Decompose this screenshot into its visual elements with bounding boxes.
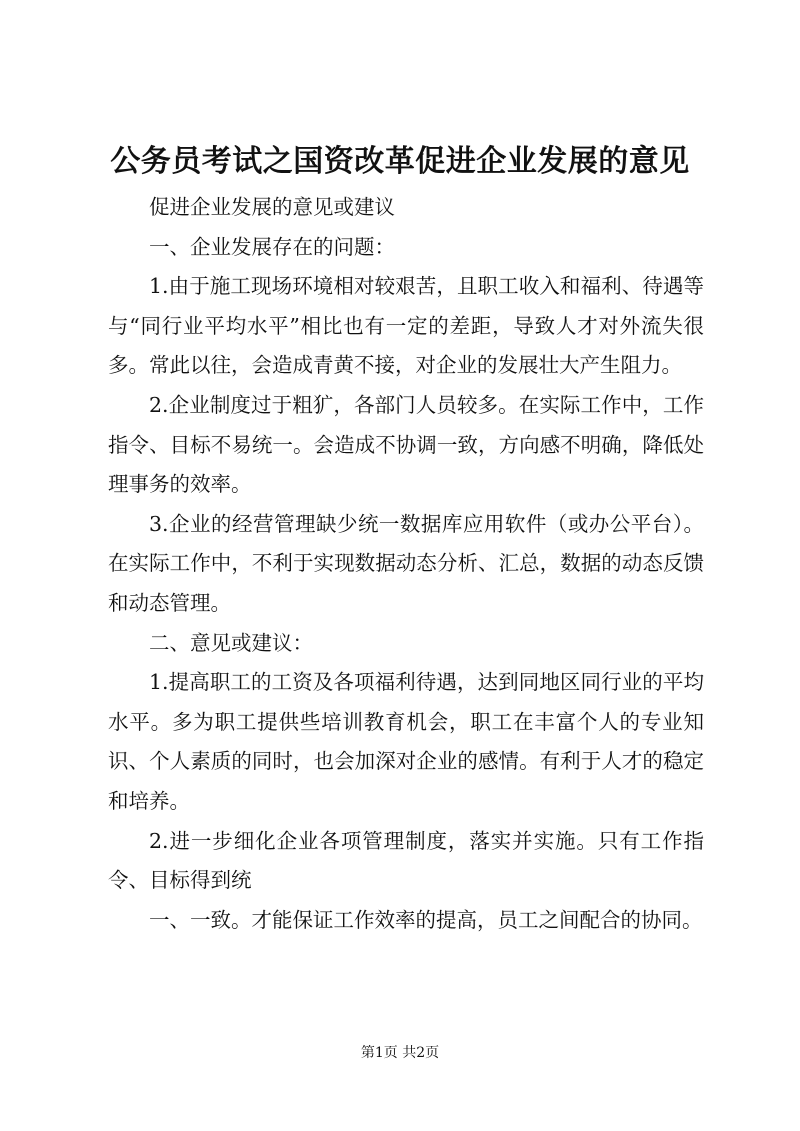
problem-item-2: 2.企业制度过于粗犷，各部门人员较多。在实际工作中，工作指令、目标不易统一。会造成不协调一致，方向感不明确，降低处理事务的效率。 <box>108 392 704 497</box>
page-footer: 第1页 共2页 <box>360 1045 440 1061</box>
suggestion-item-2: 2.进一步细化企业各项管理制度，落实并实施。只有工作指令、目标得到统 <box>108 828 704 893</box>
document-title: 公务员考试之国资改革促进企业发展的意见 <box>110 144 690 179</box>
section-heading-problems: 一、企业发展存在的问题： <box>149 234 395 259</box>
problem-item-1: 1.由于施工现场环境相对较艰苦，且职工收入和福利、待遇等与“同行业平均水平”相比也有一定的差距，导致人才对外流失很多。常此以往，会造成青黄不接，对企业的发展壮大产生阻力。 <box>108 274 704 378</box>
suggestion-item-1: 1.提高职工的工资及各项福利待遇，达到同地区同行业的平均水平。多为职工提供些培训教育机会，职工在丰富个人的专业知识、个人素质的同时，也会加深对企业的感情。有利于人才的稳定和培养。 <box>108 670 704 813</box>
document-body <box>108 188 704 940</box>
problem-item-3: 3.企业的经营管理缺少统一数据库应用软件（或办公平台）。在实际工作中，不利于实现数据动态分析、汇总，数据的动态反馈和动态管理。 <box>108 511 704 615</box>
body-paragraph-last: 一、一致。才能保证工作效率的提高，员工之间配合的协同。 <box>149 907 703 932</box>
body-paragraph-1: 促进企业发展的意见或建议 <box>149 195 395 219</box>
section-heading-suggestions: 二、意见或建议： <box>149 630 313 655</box>
